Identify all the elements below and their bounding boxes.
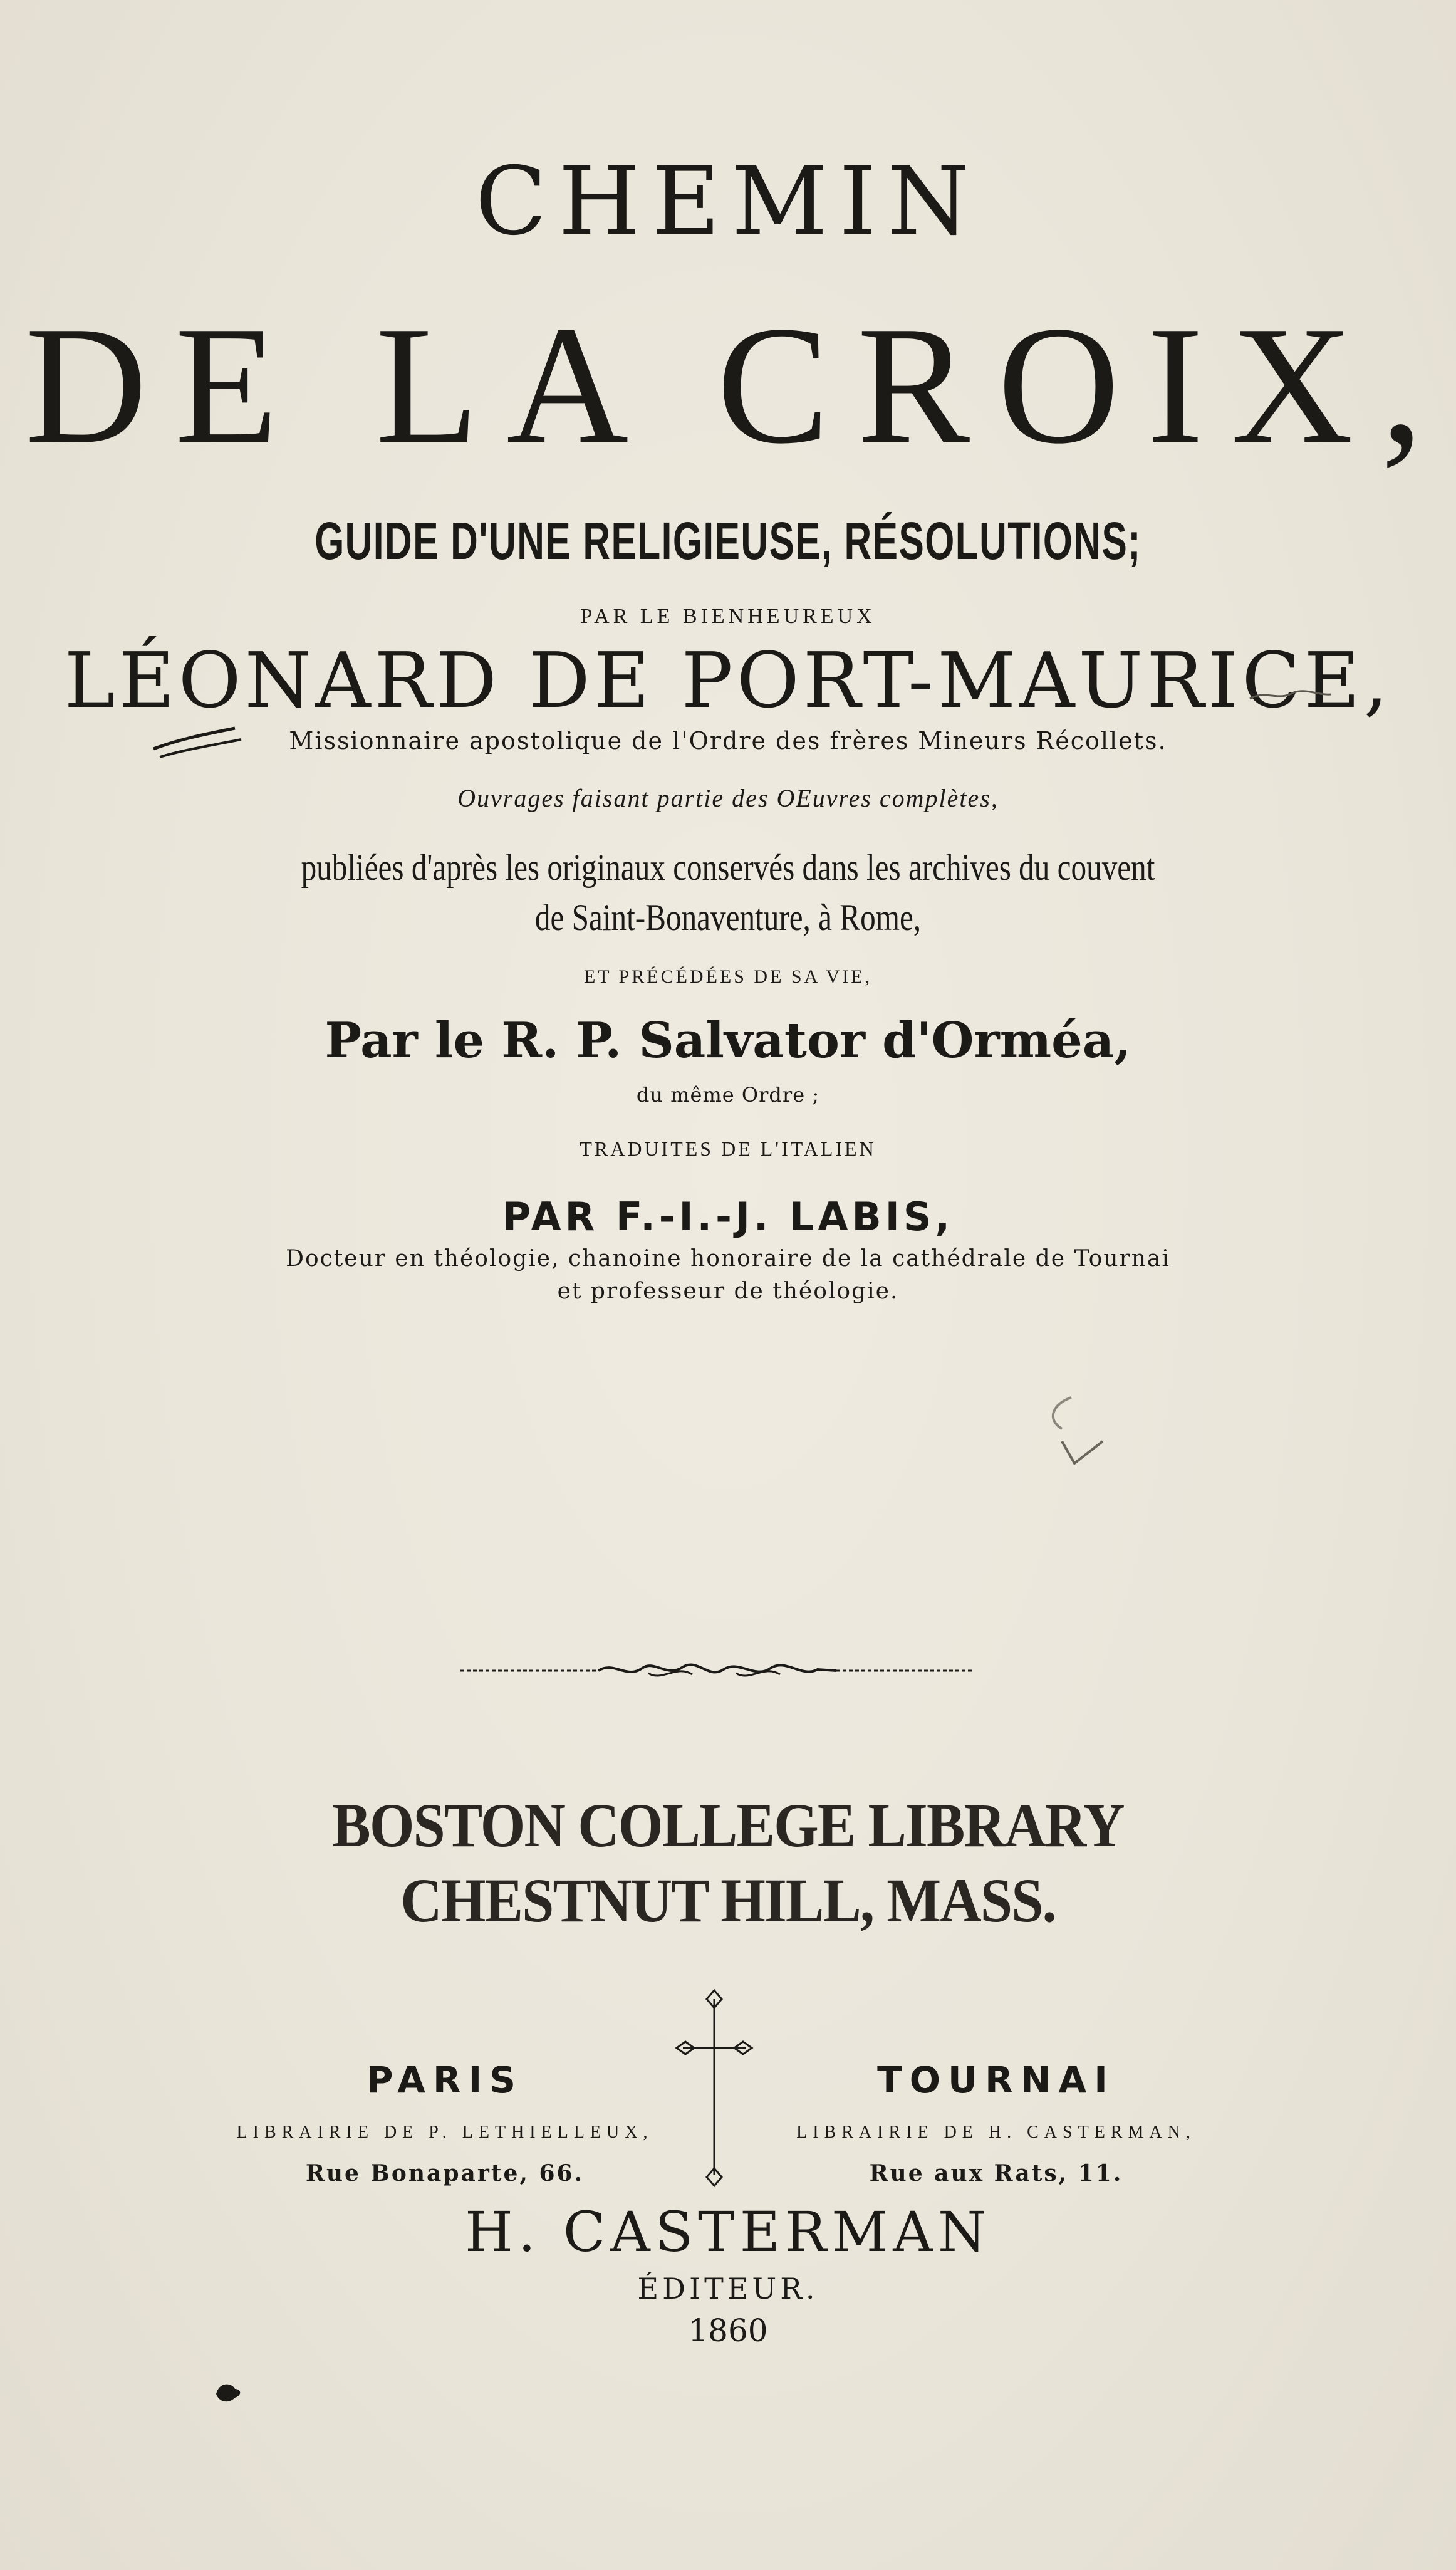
imprint-left-address: Rue Bonaparte, 66. <box>305 2160 585 2186</box>
publisher-name: H. CASTERMAN <box>465 2200 991 2264</box>
publisher-role: ÉDITEUR. <box>637 2272 819 2306</box>
author-intro: PAR LE BIENHEUREUX <box>580 605 876 628</box>
preceded-line: ET PRÉCÉDÉES DE SA VIE, <box>583 966 873 987</box>
author-name: LÉONARD DE PORT-MAURICE, <box>64 636 1392 725</box>
pen-stroke-mark-right <box>1247 683 1334 708</box>
translated-line: TRADUITES DE L'ITALIEN <box>580 1137 876 1160</box>
ink-blot <box>210 2375 247 2406</box>
published-line-1: publiées d'après les originaux conservés dans les archives du couvent <box>301 847 1155 888</box>
library-stamp-line-2: CHESTNUT HILL, MASS. <box>400 1866 1056 1935</box>
translator-desc-2: et professeur de théologie. <box>557 1278 899 1304</box>
ornamental-divider <box>460 1654 974 1686</box>
biographer-order: du même Ordre ; <box>636 1083 820 1107</box>
imprint-left <box>188 2059 702 2186</box>
publication-year: 1860 <box>688 2312 768 2349</box>
works-note: Ouvrages faisant partie des OEuvres complètes, <box>457 784 999 812</box>
imprint-left-library: LIBRAIRIE DE P. LETHIELLEUX, <box>236 2123 653 2142</box>
imprint-right-address: Rue aux Rats, 11. <box>869 2160 1123 2186</box>
translator-line: PAR F.-I.-J. LABIS, <box>502 1194 954 1240</box>
imprint-right-city: TOURNAI <box>877 2059 1115 2101</box>
library-stamp-line-1: BOSTON COLLEGE LIBRARY <box>332 1790 1124 1860</box>
biographer-line: Par le R. P. Salvator d'Orméa, <box>325 1012 1131 1069</box>
imprint-left-city: PARIS <box>366 2059 524 2101</box>
pencil-mark <box>1027 1391 1115 1473</box>
published-line-2: de Saint-Bonaventure, à Rome, <box>534 897 922 938</box>
imprint-right <box>739 2059 1253 2186</box>
title-line-1: CHEMIN <box>475 147 981 256</box>
subtitle: GUIDE D'UNE RELIGIEUSE, RÉSOLUTIONS; <box>315 511 1141 570</box>
author-description: Missionnaire apostolique de l'Ordre des frères Mineurs Récollets. <box>289 727 1167 755</box>
translator-desc-1: Docteur en théologie, chanoine honoraire de la cathédrale de Tournai <box>286 1246 1170 1272</box>
imprint-right-library: LIBRAIRIE DE H. CASTERMAN, <box>796 2123 1196 2142</box>
title-line-2: DE LA CROIX, <box>25 291 1451 479</box>
